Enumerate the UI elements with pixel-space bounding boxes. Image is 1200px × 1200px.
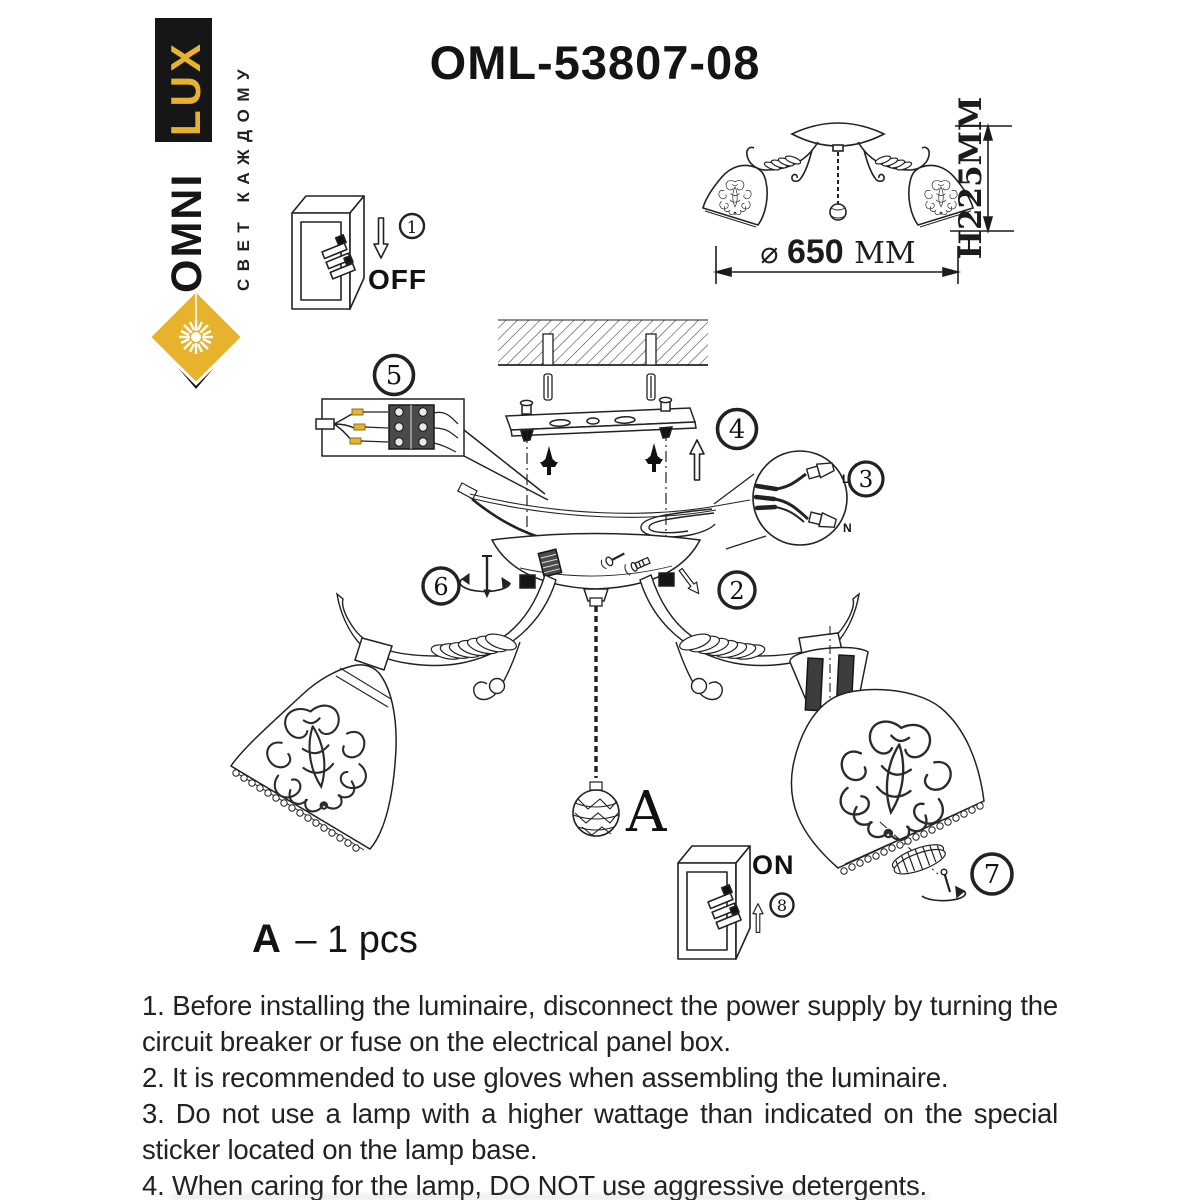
spec-drawing (703, 123, 973, 227)
arrow-up-icon-small (753, 904, 763, 933)
step2-insert-arm (676, 566, 755, 608)
brand-diamond-icon (149, 290, 242, 389)
step-number-6: 6 (433, 573, 449, 601)
step-number-2: 2 (729, 577, 745, 605)
step-number-7: 7 (983, 860, 1001, 890)
left-shade (231, 638, 396, 851)
arrow-up-icon (690, 440, 704, 480)
dimension-height (950, 97, 1014, 260)
step8-power-on (678, 846, 795, 959)
part-count: A – 1 pcs (252, 917, 418, 961)
diameter-dimension-label: ⌀ 650 MM (760, 233, 916, 271)
arrow-down-icon (374, 218, 388, 258)
crystal-ball (573, 790, 619, 836)
brand-logo (149, 18, 253, 389)
instruction-item-1: 1. Before installing the luminaire, disconnect the power supply by turning the circuit breaker or fuse on the electrical panel box. (142, 990, 1058, 1057)
clamp-nut-left (520, 575, 535, 588)
step3-wire-detail (714, 451, 883, 549)
clamp-nut-right (659, 573, 674, 586)
chain-pendant (573, 598, 619, 836)
left-curl-tip (490, 679, 505, 694)
instructions-list (142, 988, 1058, 1200)
live-wire-label: L (842, 472, 850, 486)
instruction-item-3: 3. Do not use a lamp with a higher wattage than indicated on the special sticker located on the lamp base. (142, 1098, 1058, 1165)
step-number-5: 5 (385, 361, 403, 391)
step-number-4: 4 (728, 415, 746, 445)
page-title: OML-53807-08 (429, 36, 761, 89)
step6-rotate-screw (423, 556, 510, 604)
brand-lux-text: LUX (162, 40, 209, 136)
step-number-8: 8 (776, 896, 788, 915)
page-cutoff-artifact (170, 1194, 930, 1200)
terminal-block (389, 405, 434, 449)
right-shade-assembly (790, 626, 1012, 901)
brand-omni-text: OMNI (163, 172, 211, 293)
mounting-screws (540, 443, 663, 475)
off-label: OFF (368, 264, 427, 295)
instruction-item-2: 2. It is recommended to use gloves when assembling the luminaire. (142, 1062, 949, 1093)
right-curl-tip (692, 679, 707, 694)
instruction-item-4: 4. When caring for the lamp, DO NOT use aggressive detergents. (142, 1170, 927, 1200)
off-switch-icon (292, 196, 364, 309)
ceiling-section (498, 320, 708, 400)
on-switch-icon (678, 846, 750, 959)
step-number-3: 3 (858, 467, 874, 493)
brand-tagline: СВЕТ КАЖДОМУ (234, 61, 253, 291)
rotation-screw-icon (460, 556, 510, 597)
height-dimension-label: H225MM (953, 96, 989, 260)
on-label: ON (752, 850, 795, 880)
canopy (492, 534, 700, 602)
mounting-bar (506, 397, 696, 441)
shade-screw-icon (922, 869, 965, 900)
neutral-wire-label: N (843, 521, 852, 535)
dimension-diameter (716, 233, 958, 284)
arrow-up-left-icon (676, 566, 702, 596)
step-number-1: 1 (406, 218, 418, 238)
step1-power-off (292, 196, 427, 309)
part-a-callout: A (626, 780, 667, 845)
wall-plugs (544, 374, 655, 400)
